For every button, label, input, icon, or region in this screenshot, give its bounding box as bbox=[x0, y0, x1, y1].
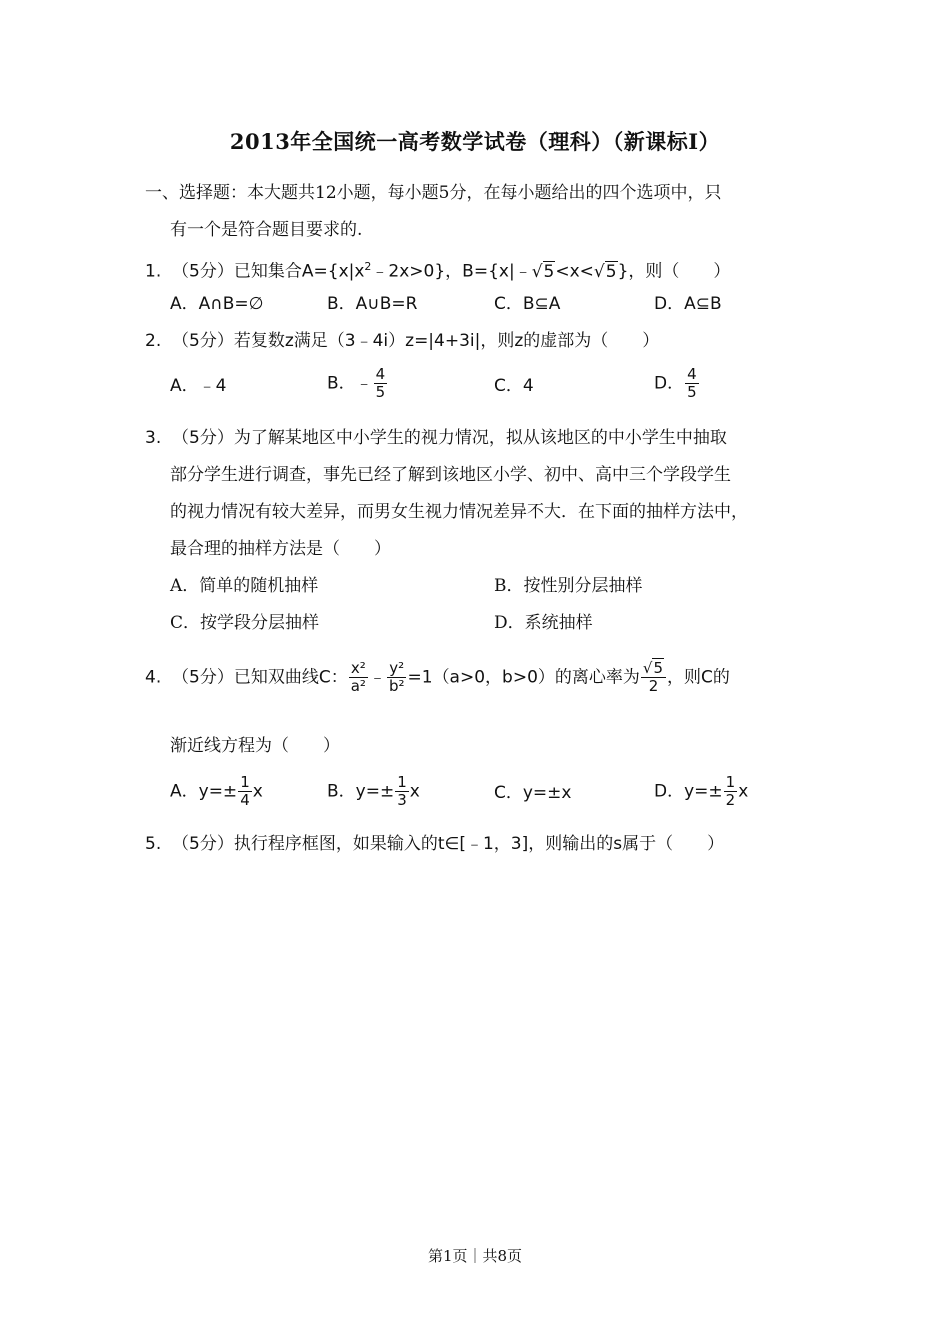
option-a: A．A∩B=∅ bbox=[170, 294, 264, 314]
question-number: 5. bbox=[145, 834, 162, 854]
question-number: 1. bbox=[145, 261, 162, 282]
sqrt-5: √5 bbox=[593, 261, 617, 282]
question-text: （5分）若复数z满足（3﹣4i）z=|4+3i|，则z的虚部为（ ） bbox=[172, 331, 660, 351]
q1-lt: <x< bbox=[555, 261, 594, 282]
question-4-line2: 渐近线方程为（ ） bbox=[170, 736, 340, 756]
question-number: 4. bbox=[145, 667, 162, 688]
fraction-x2-a2: $\frac{\text{x²}}{\text{a²}}$ bbox=[350, 659, 366, 695]
fraction: $\frac{4}{5}$ bbox=[687, 365, 697, 401]
q1-text-c: }，则（ ） bbox=[617, 261, 731, 282]
option-c: C．B⊆A bbox=[494, 294, 561, 314]
option-c: C．y=±x bbox=[494, 783, 572, 803]
option-b: B．﹣ $\frac{4}{5}$ bbox=[327, 365, 386, 401]
fraction-y2-b2: $\frac{\text{y²}}{\text{b²}}$ bbox=[388, 659, 405, 695]
option-d: D．y=± $\frac{1}{2}$ x bbox=[654, 773, 749, 809]
option-a: A．y=± $\frac{1}{4}$ x bbox=[170, 773, 263, 809]
option-b: B．A∪B=R bbox=[327, 294, 418, 314]
q1-text-b: ﹣2x>0}，B={x|﹣ bbox=[371, 261, 532, 282]
question-4: 4. （5分）已知双曲线C： $\frac{\text{x²}}{\text{a²}}$ ﹣ $\frac{\text{y²}}{\text{b²}}$ =1（a>0，b>0）的离心率为 $\frac{√5}{2}$ ，则C的 bbox=[145, 659, 730, 695]
fraction: $\frac{1}{3}$ bbox=[397, 773, 407, 809]
fraction: $\frac{4}{5}$ bbox=[375, 365, 386, 401]
page-footer: 第1页｜共8页 bbox=[427, 1247, 523, 1265]
option-d: D． $\frac{4}{5}$ bbox=[654, 365, 697, 401]
question-2 bbox=[145, 329, 659, 353]
section-heading-line1: 一、选择题：本大题共12小题，每小题5分，在每小题给出的四个选项中，只 bbox=[145, 183, 722, 203]
fraction: $\frac{1}{4}$ bbox=[240, 773, 250, 809]
question-1 bbox=[145, 255, 730, 284]
question-score: （5分） bbox=[172, 261, 234, 282]
question-3 bbox=[145, 426, 727, 450]
question-text-line1: （5分）为了解某地区中小学生的视力情况，拟从该地区的中小学生中抽取 bbox=[172, 428, 727, 448]
question-number: 3. bbox=[145, 428, 162, 448]
q1-text-a: 已知集合A={x|x bbox=[233, 261, 365, 282]
option-a: A．﹣4 bbox=[170, 376, 227, 396]
sqrt-5: √5 bbox=[531, 261, 555, 282]
question-3-line3: 的视力情况有较大差异，而男女生视力情况差异不大．在下面的抽样方法中， bbox=[170, 502, 748, 522]
q1-superscript: 2 bbox=[364, 260, 372, 273]
fraction: $\frac{1}{2}$ bbox=[725, 773, 736, 809]
fraction-eccentricity: $\frac{√5}{2}$ bbox=[641, 660, 666, 695]
option-d: D．系统抽样 bbox=[494, 613, 593, 633]
option-c: C．按学段分层抽样 bbox=[170, 613, 320, 633]
option-d: D．A⊆B bbox=[654, 294, 722, 314]
page-title: 2013年全国统一高考数学试卷（理科）（新课标Ⅰ） bbox=[229, 129, 721, 154]
question-number: 2. bbox=[145, 331, 162, 351]
option-b: B．按性别分层抽样 bbox=[494, 576, 643, 596]
question-3-line2: 部分学生进行调查，事先已经了解到该地区小学、初中、高中三个学段学生 bbox=[170, 465, 731, 485]
sqrt-5: √5 bbox=[642, 659, 664, 677]
question-5 bbox=[145, 832, 724, 856]
section-heading-line2: 有一个是符合题目要求的. bbox=[170, 220, 363, 240]
option-c: C．4 bbox=[494, 376, 534, 396]
question-text: （5分）执行程序框图，如果输入的t∈[﹣1，3]，则输出的s属于（ ） bbox=[172, 834, 725, 854]
option-b: B．y=± $\frac{1}{3}$ x bbox=[327, 773, 420, 809]
question-3-line4: 最合理的抽样方法是（ ） bbox=[170, 539, 391, 559]
option-a: A．简单的随机抽样 bbox=[170, 576, 319, 596]
